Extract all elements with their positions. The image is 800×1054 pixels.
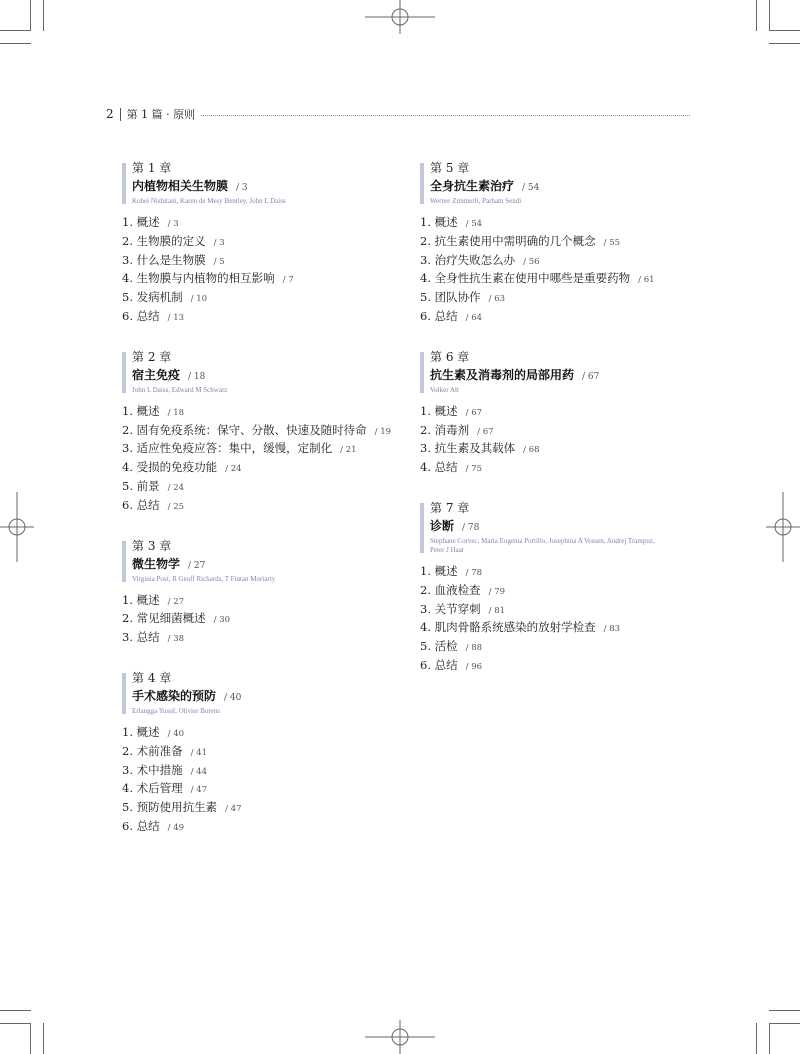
chapter-number: 第 1 章 (132, 161, 172, 175)
toc-entry[interactable] (122, 610, 402, 629)
toc-entry[interactable] (420, 308, 720, 327)
toc-entry[interactable] (420, 657, 720, 676)
section-list (420, 214, 720, 327)
entry-title: 2. 消毒剂 (420, 422, 470, 437)
toc-entry[interactable] (420, 270, 720, 289)
toc-entry[interactable] (122, 270, 402, 289)
chapter-accent-bar (122, 673, 126, 714)
section-list (122, 724, 402, 837)
chapter-title-line (132, 686, 402, 707)
chapter-title-line (132, 176, 402, 197)
toc-entry[interactable] (122, 403, 402, 422)
chapter-page: / 18 (188, 371, 206, 382)
entry-title: 2. 固有免疫系统：保守、分散、快速及随时待命 (122, 422, 367, 437)
entry-title: 1. 概述 (122, 592, 160, 607)
entry-title: 5. 前景 (122, 478, 160, 493)
chapter-heading (122, 160, 402, 206)
entry-page: / 49 (167, 822, 185, 833)
entry-title: 2. 术前准备 (122, 743, 183, 758)
chapter-heading (420, 500, 720, 555)
toc-entry[interactable] (122, 422, 402, 441)
toc-entry[interactable] (420, 459, 720, 478)
chapter-page: / 67 (582, 371, 600, 382)
toc-entry[interactable] (122, 478, 402, 497)
toc-entry[interactable] (420, 289, 720, 308)
chapter-title-line (132, 365, 402, 386)
chapter-page: / 40 (224, 692, 242, 703)
entry-title: 6. 总结 (122, 308, 160, 323)
entry-title: 1. 概述 (122, 215, 160, 229)
entry-page: / 81 (488, 605, 506, 616)
entry-page: / 3 (213, 237, 225, 248)
toc-entry[interactable] (122, 214, 402, 233)
toc-entry[interactable] (420, 252, 720, 271)
toc-entry[interactable] (122, 629, 402, 648)
toc-entry[interactable] (122, 762, 402, 781)
toc-entry[interactable] (122, 252, 402, 271)
chapter-accent-bar (420, 352, 424, 393)
chapter-number: 第 3 章 (132, 538, 172, 553)
entry-page: / 54 (465, 219, 483, 229)
section-list (420, 403, 720, 478)
entry-title: 3. 总结 (122, 630, 160, 645)
entry-page: / 55 (603, 237, 621, 248)
chapter-number: 第 2 章 (132, 349, 172, 364)
toc-entry[interactable] (122, 440, 402, 459)
toc-entry[interactable] (122, 780, 402, 799)
chapter-authors: John L Daiss, Edward M Schwarz (132, 385, 228, 394)
entry-title: 2. 抗生素使用中需明确的几个概念 (420, 233, 596, 248)
entry-page: / 24 (225, 464, 242, 475)
entry-page: / 21 (340, 445, 357, 456)
entry-title: 6. 总结 (420, 657, 458, 672)
chapter-title-line (430, 365, 720, 386)
entry-page: / 27 (167, 596, 185, 607)
entry-title: 4. 全身性抗生素在使用中哪些是重要药物 (420, 271, 631, 286)
entry-page: / 7 (282, 275, 294, 286)
entry-title: 4. 总结 (420, 460, 458, 475)
toc-entry[interactable] (420, 233, 720, 252)
section-list (122, 214, 402, 327)
entry-page: / 67 (477, 426, 494, 437)
entry-page: / 79 (488, 586, 506, 597)
entry-title: 3. 适应性免疫应答：集中，缓慢，定制化 (122, 441, 333, 456)
entry-title: 5. 预防使用抗生素 (122, 800, 218, 815)
toc-left-column (122, 160, 402, 859)
chapter-accent-bar (122, 352, 126, 393)
chapter-number: 第 7 章 (430, 500, 470, 515)
entry-title: 1. 概述 (420, 215, 458, 229)
entry-title: 6. 总结 (122, 818, 160, 833)
page-number: 2 (106, 107, 114, 121)
part-title: 第 1 篇 · 原则 (126, 108, 196, 121)
entry-title: 1. 概述 (420, 563, 458, 578)
entry-title: 4. 术后管理 (122, 781, 183, 796)
entry-page: / 18 (167, 407, 185, 418)
entry-page: / 56 (523, 256, 540, 267)
chapter-title-line (132, 554, 402, 575)
entry-title: 5. 活检 (420, 639, 458, 654)
entry-page: / 67 (465, 407, 483, 418)
toc-entry[interactable] (420, 440, 720, 459)
entry-title: 5. 团队协作 (420, 290, 481, 305)
section-list (420, 563, 720, 676)
entry-title: 2. 血液检查 (420, 582, 481, 597)
entry-page: / 68 (523, 445, 540, 456)
toc-entry[interactable] (420, 601, 720, 620)
chapter-authors: Werner Zimmerli, Parham Sendi (430, 197, 522, 205)
chapter-7[interactable] (420, 500, 720, 676)
chapter-page: / 78 (462, 522, 480, 533)
chapter-1[interactable] (122, 160, 402, 327)
entry-title: 3. 术中措施 (122, 762, 183, 777)
chapter-heading (420, 349, 720, 395)
chapter-5[interactable] (420, 160, 720, 327)
toc-entry[interactable] (420, 619, 720, 638)
entry-title: 2. 常见细菌概述 (122, 611, 206, 626)
chapter-accent-bar (122, 163, 126, 204)
entry-title: 3. 什么是生物膜 (122, 252, 206, 267)
chapter-page: / 27 (188, 560, 206, 571)
chapter-heading (122, 538, 402, 584)
chapter-6[interactable] (420, 349, 720, 478)
entry-page: / 41 (190, 747, 208, 758)
entry-page: / 25 (167, 501, 185, 512)
entry-title: 4. 肌肉骨骼系统感染的放射学检查 (420, 620, 596, 635)
entry-title: 1. 概述 (122, 403, 160, 418)
entry-title: 5. 发病机制 (122, 290, 183, 305)
toc-entry[interactable] (420, 638, 720, 657)
entry-page: / 78 (465, 567, 483, 578)
header-divider (120, 108, 121, 121)
chapter-4[interactable] (122, 670, 402, 837)
entry-page: / 3 (167, 219, 179, 229)
chapter-page: / 3 (236, 183, 248, 193)
toc-entry[interactable] (122, 497, 402, 516)
entry-page: / 40 (167, 728, 185, 739)
chapter-2[interactable] (122, 349, 402, 516)
entry-page: / 83 (603, 624, 621, 635)
chapter-authors: Erlangga Yusuf, Olivier Borens (132, 706, 220, 715)
chapter-number: 第 5 章 (430, 161, 470, 175)
toc-entry[interactable] (122, 724, 402, 743)
toc-entry[interactable] (122, 289, 402, 308)
entry-title: 3. 治疗失败怎么办 (420, 252, 516, 267)
chapter-authors: Volker Alt (430, 385, 459, 394)
chapter-authors: Virginia Post, R Geoff Richards, T Fintan Moriarty (132, 574, 276, 583)
chapter-accent-bar (122, 541, 126, 582)
toc-entry[interactable] (122, 743, 402, 762)
entry-title: 6. 总结 (420, 308, 458, 323)
dotted-leader (201, 115, 690, 116)
entry-page: / 47 (225, 804, 242, 815)
section-list (122, 592, 402, 648)
toc-entry[interactable] (420, 403, 720, 422)
chapter-heading (122, 349, 402, 395)
entry-page: / 47 (190, 785, 208, 796)
entry-page: / 88 (465, 643, 483, 654)
entry-page: / 10 (190, 294, 208, 305)
chapter-accent-bar (420, 503, 424, 553)
chapter-heading (122, 670, 402, 716)
entry-page: / 5 (213, 256, 225, 267)
entry-title: 3. 抗生素及其载体 (420, 441, 516, 456)
chapter-number: 第 6 章 (430, 349, 470, 364)
entry-title: 4. 受损的免疫功能 (122, 460, 218, 475)
entry-page: / 19 (374, 426, 392, 437)
toc-entry[interactable] (122, 818, 402, 837)
toc-entry[interactable] (420, 563, 720, 582)
chapter-heading (420, 160, 720, 206)
entry-page: / 30 (213, 615, 231, 626)
toc-entry[interactable] (420, 214, 720, 233)
chapter-3[interactable] (122, 538, 402, 648)
chapter-title[interactable]: 全身抗生素治疗 (430, 179, 515, 193)
section-list (122, 403, 402, 516)
entry-page: / 61 (638, 275, 655, 286)
toc-entry[interactable] (122, 308, 402, 327)
running-header (106, 104, 690, 124)
entry-page: / 63 (488, 294, 506, 305)
chapter-title[interactable]: 宿主免疫 (132, 367, 181, 382)
toc-entry[interactable] (122, 592, 402, 611)
chapter-title[interactable]: 手术感染的预防 (132, 688, 217, 703)
toc-entry[interactable] (122, 459, 402, 478)
toc-entry[interactable] (420, 582, 720, 601)
chapter-title-line (430, 176, 720, 197)
entry-page: / 44 (190, 766, 208, 777)
chapter-title[interactable]: 诊断 (430, 518, 455, 533)
toc-entry[interactable] (122, 233, 402, 252)
chapter-title[interactable]: 微生物学 (132, 556, 181, 571)
chapter-authors: Kohei Nishitani, Karen de Mesy Bentley, John L Daiss (132, 197, 286, 205)
entry-page: / 64 (465, 312, 483, 323)
chapter-authors: Stephane Corvec, Maria Eugenia Portillo, Josephina A Vossen, Andrej Trampuz, Peter J Haar (430, 536, 655, 554)
toc-entry[interactable] (420, 422, 720, 441)
chapter-page: / 54 (522, 183, 540, 193)
chapter-title[interactable]: 抗生素及消毒剂的局部用药 (430, 367, 575, 382)
chapter-title[interactable]: 内植物相关生物膜 (132, 179, 229, 193)
toc-entry[interactable] (122, 799, 402, 818)
entry-page: / 38 (167, 634, 185, 645)
entry-title: 1. 概述 (122, 724, 160, 739)
entry-title: 2. 生物膜的定义 (122, 233, 206, 248)
toc-right-column (420, 160, 720, 698)
entry-page: / 24 (167, 482, 185, 493)
entry-title: 3. 关节穿刺 (420, 601, 481, 616)
chapter-accent-bar (420, 163, 424, 204)
entry-page: / 13 (167, 312, 185, 323)
entry-title: 4. 生物膜与内植物的相互影响 (122, 271, 275, 286)
entry-title: 6. 总结 (122, 497, 160, 512)
entry-page: / 96 (465, 661, 483, 672)
chapter-title-line (430, 516, 720, 537)
entry-page: / 75 (465, 464, 483, 475)
entry-title: 1. 概述 (420, 403, 458, 418)
chapter-number: 第 4 章 (132, 670, 172, 685)
